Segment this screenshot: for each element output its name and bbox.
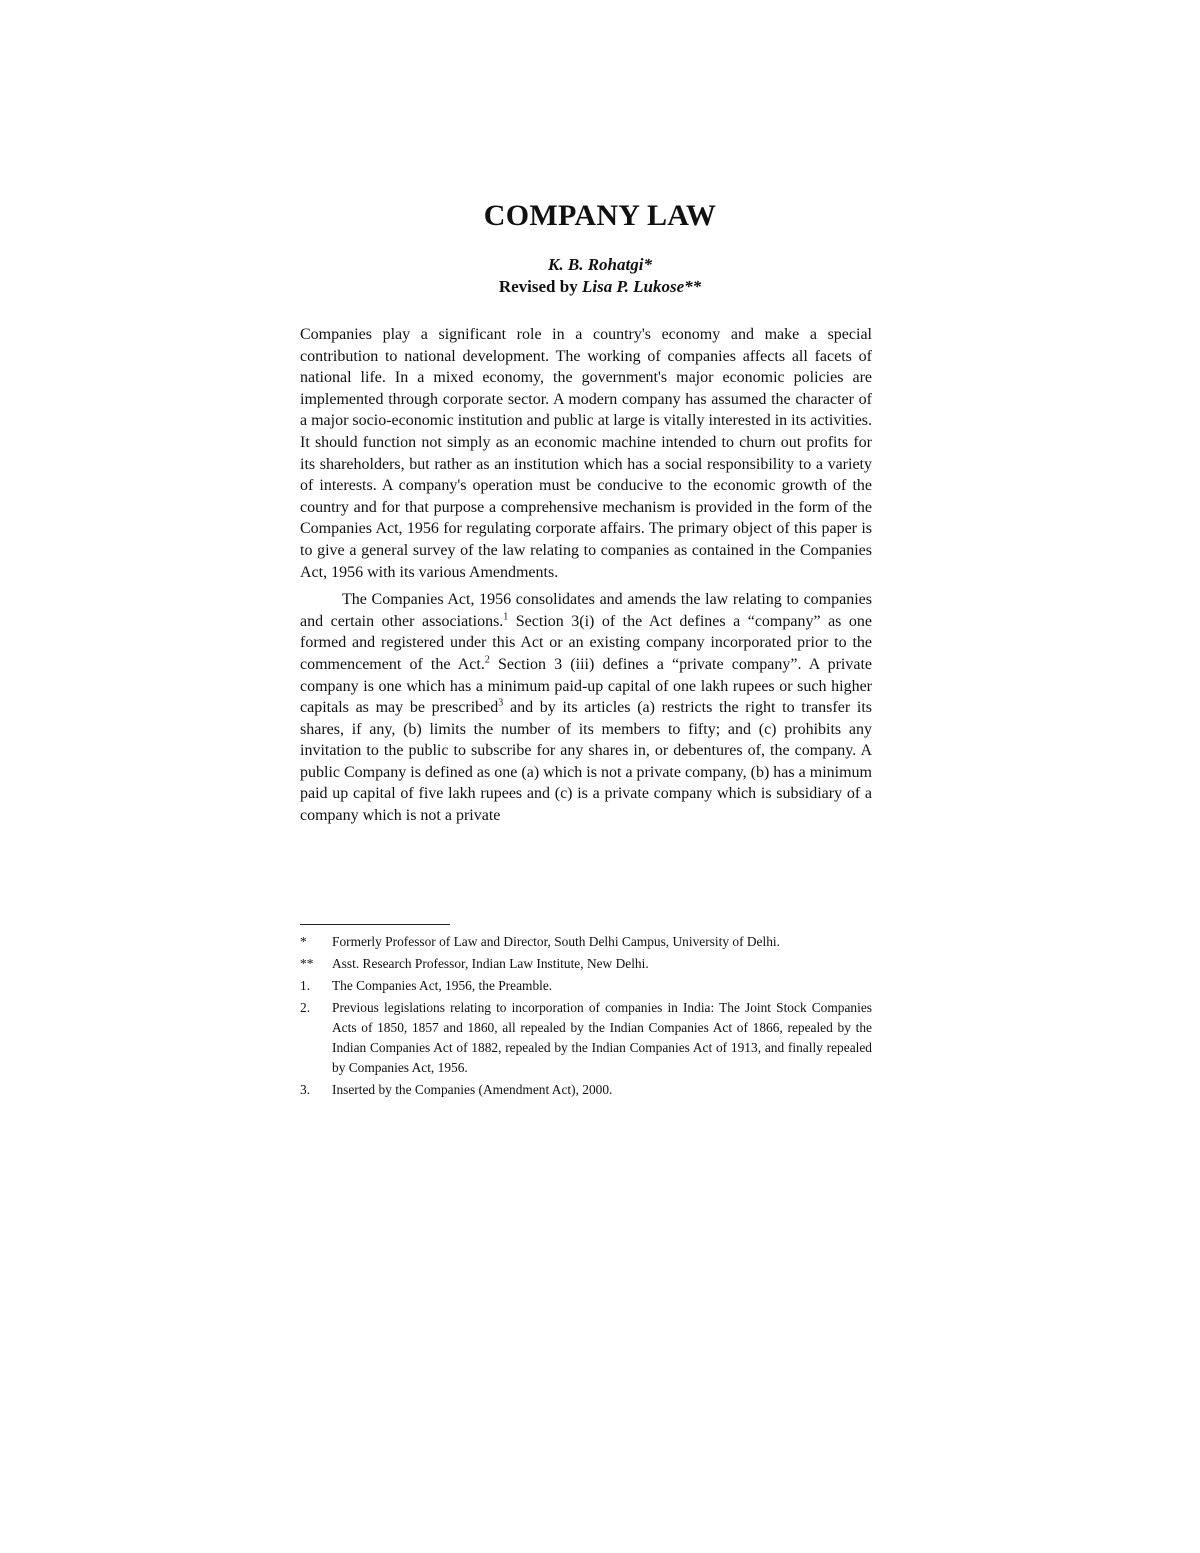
footnote-text: Inserted by the Companies (Amendment Act), 2000. [332, 1082, 613, 1097]
reviser-prefix: Revised by [498, 277, 578, 296]
footnote-mark: 2. [300, 1000, 311, 1015]
footnote-text: Formerly Professor of Law and Director, South Delhi Campus, University of Delhi. [332, 934, 780, 949]
footnote-ref-1: 1 [503, 611, 509, 623]
author-name: K. B. Rohatgi [548, 255, 644, 274]
reviser-name: Lisa P. Lukose [581, 277, 685, 296]
footnote-divider [300, 924, 450, 925]
definitions-text-d: and by its articles (a) restricts the right to transfer its shares, if any, (b) limits the number of its members to fifty; and (c) prohibits any invitation to the public to subscribe for any shares in, or debentures of, the company. A public Company is defined as one (a) which is not a private company, (b) has a minimum paid up capital of five lakh rupees and (c) is a private company which is subsidiary of a company which is not a private [300, 699, 872, 825]
footnote-mark: * [300, 934, 307, 949]
footnote-item [300, 976, 872, 996]
footnote-text: The Companies Act, 1956, the Preamble. [332, 978, 553, 993]
footnote-item [300, 998, 872, 1078]
definitions-paragraph [300, 589, 872, 827]
footnote-text: Asst. Research Professor, Indian Law Institute, New Delhi. [332, 956, 649, 971]
footnote-item [300, 1080, 872, 1100]
reviser-line [0, 276, 1200, 298]
reviser-footnote-mark: ** [684, 277, 702, 296]
author-footnote-mark: * [643, 255, 652, 274]
definitions-text-a: The Companies Act, 1956 consolidates and amends the law relating to companies and certain other associations. [300, 591, 872, 630]
footnote-item [300, 932, 872, 952]
definitions-text-b: Section 3(i) of the Act defines a “company” as one formed and registered under this Act or an existing company incorporated prior to the commencement of the Act. [300, 612, 872, 673]
footnote-mark: ** [300, 956, 314, 971]
footnotes [300, 932, 872, 1102]
body-text [300, 324, 872, 827]
intro-paragraph: Companies play a significant role in a country's economy and make a special contribution to national development. The working of companies affects all facets of national life. In a mixed economy, the government's major economic policies are implemented through corporate sector. A modern company has assumed the character of a major socio-economic institution and public at large is vitally interested in its activities. It should function not simply as an economic machine intended to churn out profits for its shareholders, but rather as an institution which has a social responsibility to a variety of interests. A company's operation must be conducive to the economic growth of the country and for that purpose a comprehensive mechanism is provided in the form of the Companies Act, 1956 for regulating corporate affairs. The primary object of this paper is to give a general survey of the law relating to companies as contained in the Companies Act, 1956 with its various Amendments. [300, 326, 873, 581]
footnote-ref-3: 3 [498, 697, 504, 709]
footnote-ref-2: 2 [484, 654, 490, 666]
footnote-text: Previous legislations relating to incorporation of companies in India: The Joint Stock Companies Acts of 1850, 1857 and 1860, all repealed by the Indian Companies Act of 1866, repealed by the Indian Companies Act of 1882, repealed by the Indian Companies Act of 1913, and finally repealed by Companies Act, 1956. [332, 1000, 872, 1075]
definitions-text-c: Section 3 (iii) defines a “private company”. A private company is one which has a minimum paid-up capital of one lakh rupees or such higher capitals as may be prescribed [300, 655, 872, 717]
author-line [0, 254, 1200, 276]
footnote-item [300, 954, 872, 974]
footnote-mark: 1. [300, 978, 311, 993]
footnote-mark: 3. [300, 1082, 311, 1097]
page-title: COMPANY LAW [483, 199, 717, 232]
